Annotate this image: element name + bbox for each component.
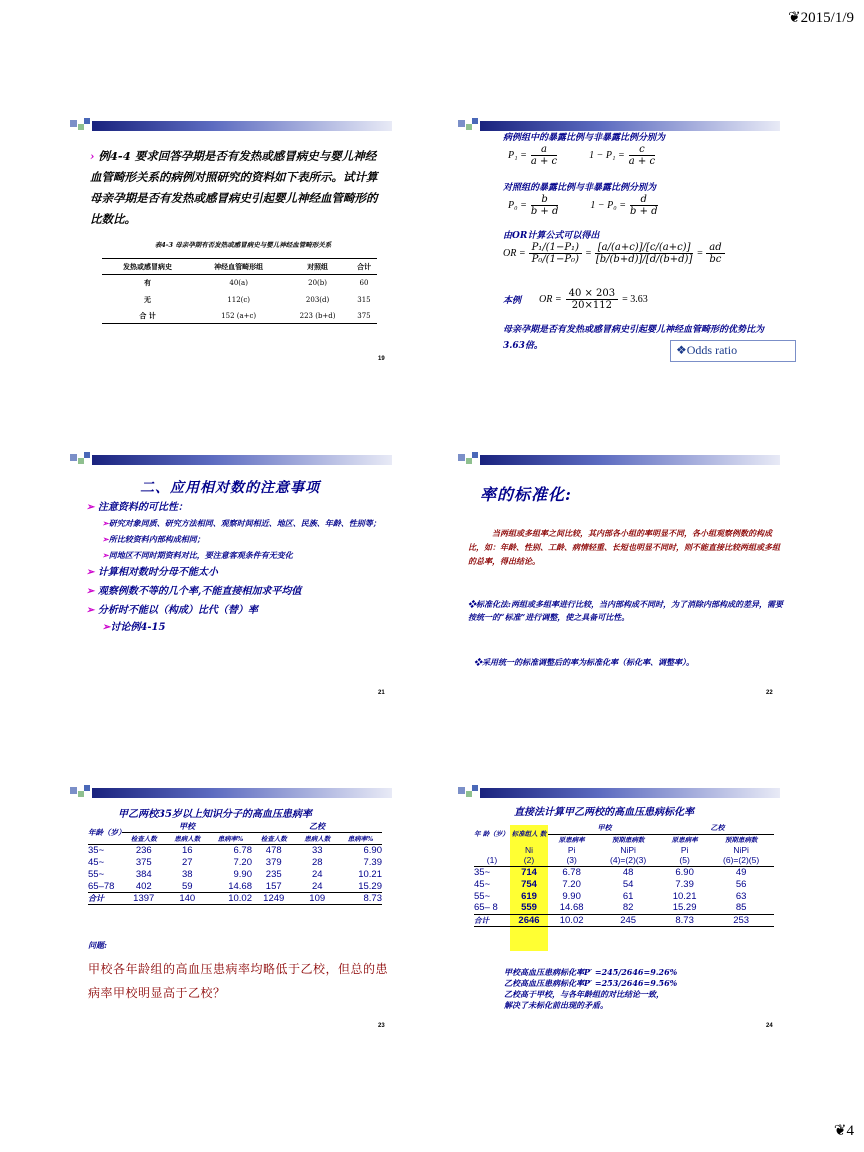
school-a-header: 甲校 [122,821,252,833]
slide-number: 22 [766,690,773,696]
list-item: ➢所比较资料内部构成相同； [102,534,205,544]
slide-title: 二、应用相对数的注意事项 [140,480,320,496]
table-row: 65–78 402 59 14.68 157 24 15.29 [88,880,382,892]
question-label: 问题: [88,940,107,950]
table-header: 合计 [356,262,371,271]
conclusion: 母亲孕期是否有发热或感冒病史引起婴儿神经血管畸形的优势比为3.63倍。 [503,325,765,351]
table-header: 发热或感冒病史 [123,262,173,271]
table-row: 合 计 152 (a+c) 223 (b+d) 375 [139,310,371,320]
data-table: 年 龄（岁） 标准组人 数 甲校 乙校 原患病率 预期患病数 原患病率 预期患病数 Ni Pi NiPi Pi NiPi (1) (2) (3) (4)=(2)(3) (5) (6)=(2)(5) 35~ 714 6.78 48 6.90 49 45~ 754 7.20 54 7.39 56 55~ 619 9.90 61 10.21 63 65– 8 559 14.68 82 15.29 85 合计 2646 10.02 245 8.73 253 [474,823,774,927]
bullet-icon: › [90,150,95,163]
table-row: 45~ 375 27 7.20 379 28 7.39 [88,857,382,868]
slide-number: 23 [378,1023,385,1029]
list-item: ➢ 计算相对数时分母不能太小 [86,567,218,578]
header-date: ❦2015/1/9 [788,10,854,26]
formula-p1: P₁ = $\frac{a}{a + c}$ 1 − P₁ = $\frac{c}{a + c}$ [508,144,656,167]
question-text: 甲校各年龄组的高血压患病率均略低于乙校，但总的患病率甲校明显高于乙校？ [88,962,389,1000]
slide-number: 24 [766,1023,773,1029]
slide-22 [458,452,788,712]
paragraph-1: 当两组或多组率之间比较，其内部各小组的率明显不同，各小组观察例数的构成比，如：年龄、性别、工龄、病情轻重、长短也明显不同时，则不能直接比较两组或多组的总率，得出结论。 [468,528,780,566]
table-title: 甲乙两校35岁以上知识分子的高血压患病率 [118,809,312,820]
school-a-header: 甲校 [548,823,661,834]
table-row: 45~ 754 7.20 54 7.39 56 [474,878,747,890]
slide-title-bar [70,452,390,466]
table-row: 55~ 384 38 9.90 235 24 10.21 [88,869,382,880]
data-table [102,258,377,324]
slide-number: 19 [378,356,385,362]
case-line: 病例组中的暴露比例与非暴露比例分别为 [503,133,666,143]
list-item: ➢ 分析时不能以（构成）比代（替）率 [86,605,258,616]
paragraph-2: ❖标准化法:两组或多组率进行比较，当内部构成不同时，为了消除内部构成的差异，需要按统一的“标准”进行调整，使之具备可比性。 [468,599,783,622]
formula-case: 本例 OR = $\frac{40 \times 203}{20\times 112}$ = 3.63 [503,288,648,311]
slide-title-bar [70,785,390,799]
slide-title-bar [458,452,778,466]
table-row: 无 112(c) 203(d) 315 [144,295,371,304]
col-standard: 标准组人 数 [511,830,547,838]
table-row: 有 40(a) 20(b) 60 [144,278,369,288]
slide-title: 率的标准化: [480,485,572,504]
control-line: 对照组的暴露比例与非暴露比例分别为 [503,183,657,193]
table-row: 35~ 714 6.78 48 6.90 49 [474,866,747,878]
example-text: › 例4-4 要求回答孕期是否有发热或感冒病史与婴儿神经血管畸形关系的病例对照研究的资料如下表所示。试计算母亲孕期是否有发热或感冒病史引起婴儿神经血管畸形的比数比。 [90,149,378,226]
slide-24 [458,785,788,1045]
list-item: ➢ 观察例数不等的几个率,不能直接相加求平均值 [86,586,302,597]
or-intro: 由OR计算公式可以得出 [503,231,600,241]
odds-ratio-box: ❖Odds ratio [670,340,796,362]
data-table: 年龄（岁） 甲校 乙校 检查人数 患病人数 患病率% 检查人数 患病人数 患病率% 35~ 236 16 6.78 478 33 6.90 45~ 375 27 7.20 379 28 7.39 55~ 384 38 9.90 235 24 10.21 65–78 402 59 14.68 157 24 15.29 合计 1397 140 10.02 1249 109 8.73 [88,821,382,904]
page-number: ❦4 [833,1123,854,1139]
slide-21 [70,452,400,712]
table-row: 35~ 236 16 6.78 478 33 6.90 [88,845,382,857]
slide-23 [70,785,400,1045]
school-b-header: 乙校 [661,823,774,834]
col-age: 年 龄（岁） [474,830,509,838]
paragraph-3: ❖采用统一的标准调整后的率为标准化率（标化率、调整率）。 [474,657,694,667]
table-row: 65– 8 559 14.68 82 15.29 85 [474,902,774,914]
slide-19 [70,118,400,378]
list-item: ➢讨论例4-15 [102,622,166,633]
table-title: 表4-3 母亲孕期有否发热或感冒病史与婴儿神经血管畸形关系 [154,241,332,249]
slide-title-bar [70,118,390,132]
col-age: 年龄（岁） [88,827,126,837]
formula-p0: P₀ = $\frac{b}{b + d}$ 1 − P₀ = $\frac{d}{b + d}$ [508,194,658,217]
slide-number: 21 [378,690,385,696]
table-row: 合计 1397 140 10.02 1249 109 8.73 [88,893,382,904]
slide-20 [458,118,788,378]
table-row: 合计 2646 10.02 245 8.73 253 [474,914,750,926]
notes-list [86,500,386,635]
list-item: ➢ 注意资料的可比性： [86,502,188,513]
formula-or: OR = $\frac{\text{P₁/(1−P₁)}}{\text{P₀/(1−P₀)}}$ = $\frac{[a/(a+c)]/[c/(a+c)]}{[b/(b+d)]/[d/(b+d)]}$ = $\frac{ad}{bc}$ [503,242,725,265]
table-row: 55~ 619 9.90 61 10.21 63 [474,890,747,902]
table-header: 神经血管畸形组 [214,262,264,271]
school-b-header: 乙校 [252,821,382,833]
list-item: ➢同地区不同时期资料对比，要注意客观条件有无变化 [102,550,293,560]
slide-title-bar [458,785,778,799]
notes: 甲校高血压患病标化率P′ =245/2646=9.26% 乙校高血压患病标化率P′ =253/2646=9.56% 乙校高于甲校，与各年龄组的对比结论一致， 解决了未标化前出现的矛盾。 [504,967,678,1010]
list-item: ➢研究对象同质、研究方法相同、观察时间相近、地区、民族、年龄、性别等； [102,518,381,528]
table-header: 对照组 [307,262,329,271]
table-title: 直接法计算甲乙两校的高血压患病标化率 [514,807,694,818]
